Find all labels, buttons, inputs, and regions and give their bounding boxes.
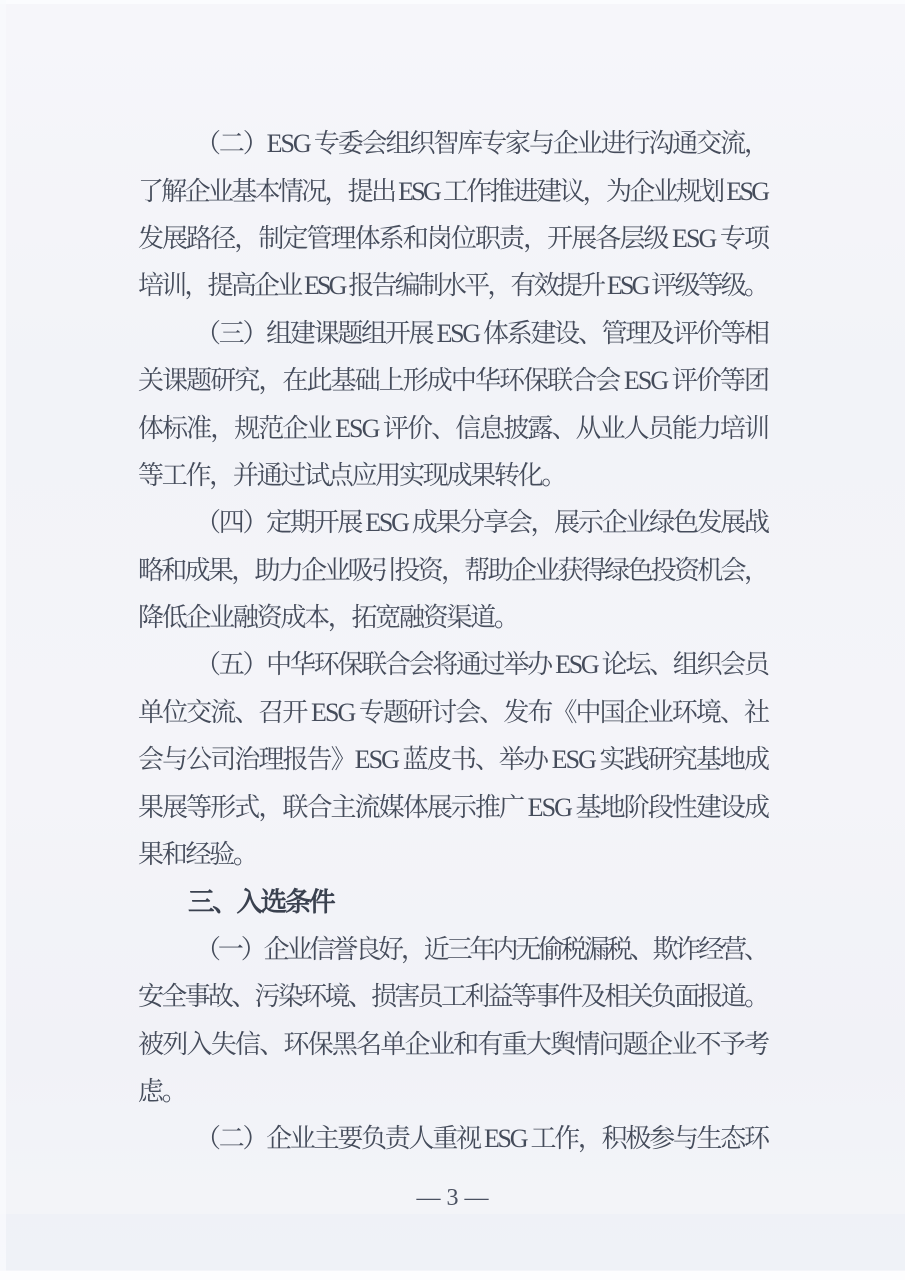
paragraph <box>138 924 770 1114</box>
text-line <box>138 545 770 592</box>
text-line <box>138 355 770 402</box>
text-line-content: （一）企业信誉良好，近三年内无偷税漏税、欺诈经营、 <box>195 934 767 964</box>
paragraph <box>138 639 770 876</box>
text-line <box>138 734 770 781</box>
text-line-content: （五）中华环保联合会将通过举办 ESG 论坛、组织会员 <box>195 650 768 680</box>
text-line <box>138 118 770 165</box>
scan-edge-bottom <box>0 1271 905 1280</box>
text-line <box>138 213 770 260</box>
text-line <box>138 1113 770 1160</box>
text-line-content: （四）定期开展 ESG 成果分享会，展示企业绿色发展战 <box>195 508 768 538</box>
text-line-content: 会与公司治理报告》ESG 蓝皮书、举办 ESG 实践研究基地成 <box>138 745 769 775</box>
text-line-content: 降低企业融资成本，拓宽融资渠道。 <box>138 603 518 633</box>
text-line-content: 安全事故、污染环境、损害员工利益等事件及相关负面报道。 <box>138 982 768 1012</box>
text-line <box>138 497 770 544</box>
paragraph <box>138 308 770 498</box>
scan-edge-top <box>0 0 905 4</box>
text-line-content: 培训，提高企业 ESG 报告编制水平，有效提升 ESG 评级等级。 <box>138 271 768 301</box>
text-line-content: 了解企业基本情况，提出 ESG 工作推进建议，为企业规划 ESG <box>138 176 768 206</box>
text-line <box>138 165 770 212</box>
text-line-content: 略和成果，助力企业吸引投资，帮助企业获得绿色投资机会， <box>138 555 768 585</box>
text-line-content: （二）企业主要负责人重视 ESG 工作，积极参与生态环 <box>195 1124 768 1154</box>
text-line <box>138 592 770 639</box>
text-line-content: 体标准，规范企业 ESG 评价、信息披露、从业人员能力培训 <box>138 413 769 443</box>
text-line-content: 三、入选条件 <box>188 887 334 918</box>
text-line <box>138 260 770 307</box>
text-line-content: 果展等形式，联合主流媒体展示推广 ESG 基地阶段性建设成 <box>138 792 769 822</box>
paragraph <box>138 118 770 308</box>
text-line-content: 关课题研究，在此基础上形成中华环保联合会 ESG 评价等团 <box>138 366 769 396</box>
text-line <box>138 829 770 876</box>
page-number: — 3 — <box>416 1185 489 1211</box>
text-line <box>138 687 770 734</box>
text-line-content: 虑。 <box>138 1077 186 1106</box>
section-heading <box>138 876 770 923</box>
text-line-content: 被列入失信、环保黑名单企业和有重大舆情问题企业不予考 <box>138 1029 769 1059</box>
text-line <box>138 924 770 971</box>
text-line-content: （三）组建课题组开展 ESG 体系建设、管理及评价等相 <box>195 318 768 348</box>
document-body <box>138 118 770 1161</box>
text-line <box>138 639 770 686</box>
text-line <box>138 402 770 449</box>
text-line-content: （二）ESG 专委会组织智库专家与企业进行沟通交流， <box>195 129 768 159</box>
section-heading-block <box>138 876 770 923</box>
text-line-content: 等工作，并通过试点应用实现成果转化。 <box>138 460 566 490</box>
text-line <box>138 781 770 828</box>
scan-artifact-band <box>0 1214 905 1270</box>
paragraph <box>138 1113 770 1160</box>
scan-edge-left <box>0 0 6 1280</box>
text-line-content: 果和经验。 <box>138 840 257 870</box>
paragraph <box>138 497 770 639</box>
text-line <box>138 308 770 355</box>
text-line-content: 发展路径，制定管理体系和岗位职责，开展各层级 ESG 专项 <box>138 223 769 253</box>
text-line <box>138 1066 770 1113</box>
text-line <box>138 450 770 497</box>
text-line <box>138 971 770 1018</box>
text-line <box>138 1018 770 1065</box>
text-line-content: 单位交流、召开 ESG 专题研讨会、发布《中国企业环境、社 <box>138 697 769 727</box>
